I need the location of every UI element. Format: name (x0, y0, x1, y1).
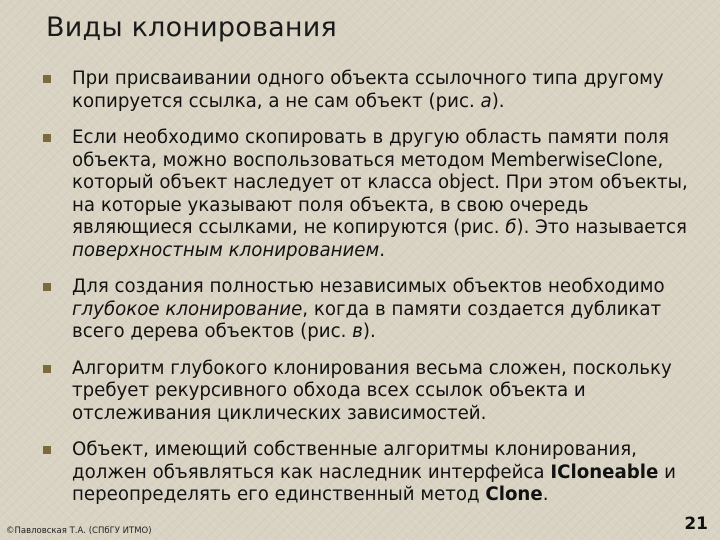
bullet-text: Алгоритм глубокого клонирования весьма сложен, поскольку требует рекурсивного обхода всех ссылок объекта и отслеживания циклических зависимостей. (72, 357, 672, 424)
bullet-text: При присваивании одного объекта ссылочного типа другому копируется ссылка, а не сам объект (рис. а). (72, 68, 664, 112)
bullet-item (40, 358, 700, 426)
footer-copyright: ©Павловская Т.А. (СПбГУ ИТМО) (6, 526, 152, 536)
square-bullet-icon (43, 365, 51, 373)
slide-title: Виды клонирования (46, 12, 337, 43)
bullet-item (40, 439, 700, 507)
square-bullet-icon (43, 75, 51, 83)
bullet-item (40, 276, 700, 344)
square-bullet-icon (43, 134, 51, 142)
bullet-text: Для создания полностью независимых объектов необходимо глубокое клонирование, когда в памяти создается дубликат всего дерева объектов (рис. в). (72, 276, 665, 342)
page-number: 21 (684, 514, 708, 534)
bullet-item (40, 68, 700, 113)
bullet-text: Объект, имеющий собственные алгоритмы клонирования, должен объявляться как наследник интерфейса ICloneable и переопределять его единственный метод Clone. (72, 439, 676, 505)
bullet-text: Если необходимо скопировать в другую область памяти поля объекта, можно воспользоваться методом MemberwiseClone, который объект наследует от класса object. При этом объекты, на которые указывают поля объекта, в свою очередь являющиеся ссылками, не копируются (рис. б). Это называется поверхностным клонированием. (72, 127, 688, 261)
square-bullet-icon (43, 283, 51, 291)
square-bullet-icon (43, 446, 51, 454)
bullet-item (40, 127, 700, 262)
bullet-list (40, 68, 700, 507)
